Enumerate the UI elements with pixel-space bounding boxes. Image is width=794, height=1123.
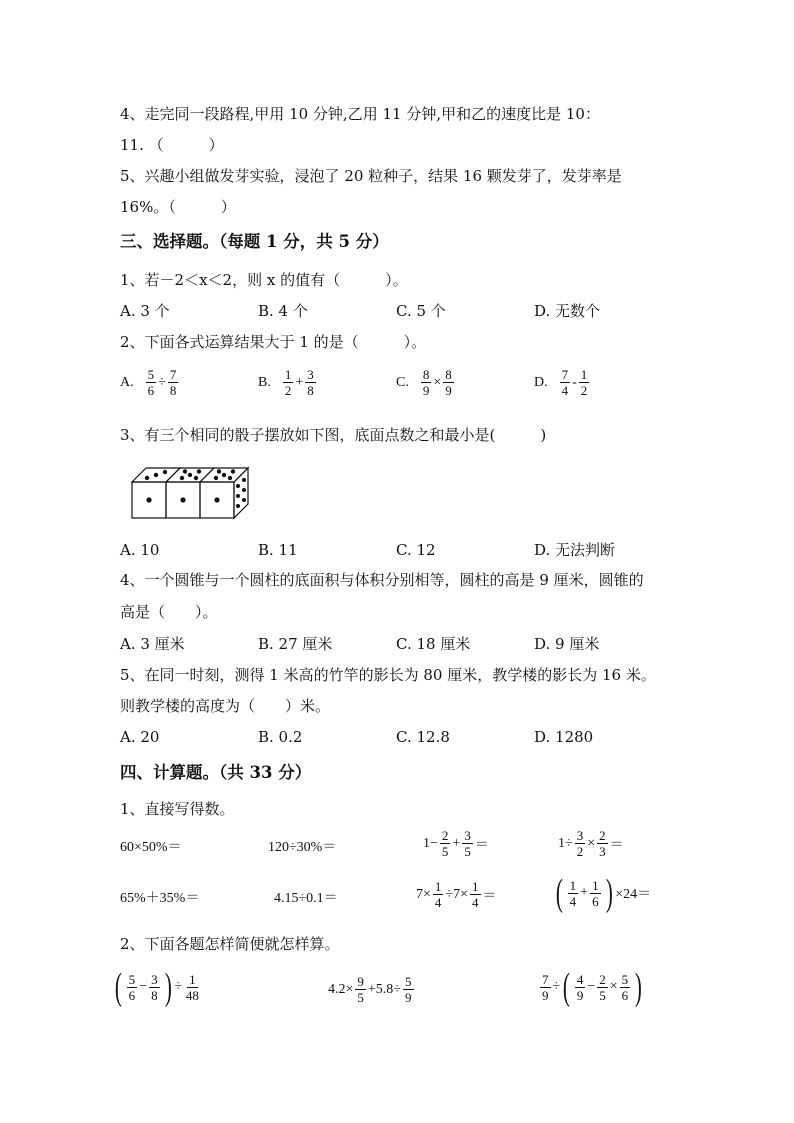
option-label: B. <box>258 374 271 390</box>
calc-paren-div-1-48: ( 5 6 − $\frac{3}{8}$ ) ÷ $\frac{1}{48}$ <box>114 966 199 1008</box>
option-label: A. <box>120 374 134 390</box>
s3-q5-option-d: D. 1280 <box>534 728 594 746</box>
s3-q3-option-c: C. 12 <box>396 541 436 559</box>
fraction: 1 4 <box>569 877 577 909</box>
s3-q1-option-b: B. 4 个 <box>258 302 308 320</box>
calc-60x50: 60×50%＝ <box>120 840 182 855</box>
fraction: $\frac{5}{6}$ <box>147 367 155 398</box>
s3-q3-stem: 3、有三个相同的骰子摆放如下图，底面点数之和最小是( ) <box>120 426 547 444</box>
operator: ÷ <box>158 374 166 390</box>
calc-65-plus-35: 65%＋35%＝ <box>120 891 200 906</box>
section3-heading: 三、选择题。（每题 1 分，共 5 分） <box>120 232 389 251</box>
calc-paren-times-24: ( 1 4 + $\frac{1}{6}$ ) ×24＝ <box>555 872 652 914</box>
s3-q2-option-b <box>258 367 318 398</box>
tf-q4-line1: 4、走完同一段路程,甲用 10 分钟,乙用 11 分钟,甲和乙的速度比是 10： <box>120 105 600 123</box>
s3-q3-option-d: D. 无法判断 <box>534 541 616 559</box>
s3-q2-option-c <box>396 367 456 398</box>
calc-7x-fractions: 7× $\frac{1}{4}$ ÷7× $\frac{1}{4}$ ＝ <box>416 879 497 910</box>
option-label: C. <box>396 374 409 390</box>
fraction: 4 9 <box>576 971 584 1003</box>
calc-4.2x-plus-5.8div: 4.2× $\frac{9}{5}$ +5.8÷ $\frac{5}{9}$ <box>328 974 412 1005</box>
fraction: $\frac{3}{2}$ <box>576 828 584 859</box>
fraction: $\frac{2}{3}$ <box>599 828 606 859</box>
s3-q5-option-c: C. 12.8 <box>396 728 450 746</box>
fraction: $\frac{2}{5}$ <box>599 971 606 1003</box>
calc-1-div-fractions: 1÷ $\frac{3}{2}$ × $\frac{2}{3}$ ＝ <box>558 828 624 859</box>
s3-q4-stem-line1: 4、一个圆锥与一个圆柱的底面积与体积分别相等，圆柱的高是 9 厘米，圆锥的 <box>120 571 644 589</box>
fraction: $\frac{3}{8}$ <box>307 367 314 398</box>
s3-q4-option-b: B. 27 厘米 <box>258 635 333 653</box>
s3-q5-option-a: A. 20 <box>120 728 160 746</box>
tf-q4-line2: 11. （ ） <box>120 136 224 154</box>
operator: × <box>433 374 442 390</box>
operator: + <box>295 374 304 390</box>
fraction: $\frac{3}{8}$ <box>151 971 158 1003</box>
calc-120div30: 120÷30%＝ <box>268 840 337 855</box>
fraction: $\frac{8}{9}$ <box>445 367 452 398</box>
fraction: 1 2 <box>580 367 588 398</box>
s3-q1-stem: 1、若－2＜x＜2，则 x 的值有（ ）。 <box>120 271 408 289</box>
fraction: 1 2 <box>284 367 292 398</box>
s3-q2-option-d <box>534 367 591 398</box>
section4-heading: 四、计算题。（共 33 分） <box>120 763 312 782</box>
fraction: 5 6 <box>128 971 136 1003</box>
option-label: D. <box>534 374 548 390</box>
calc-7-9-div-paren: $\frac{7}{9}$ ÷ ( 4 9 − $\frac{2}{5}$ × $\frac{5}{6}$ ) <box>542 966 642 1008</box>
s3-q2-stem: 2、下面各式运算结果大于 1 的是（ ）。 <box>120 333 427 351</box>
s3-q5-stem-line1: 5、在同一时刻，测得 1 米高的竹竿的影长为 80 厘米，教学楼的影长为 16 米。 <box>120 666 656 684</box>
s4-q2-title: 2、下面各题怎样简便就怎样算。 <box>120 935 340 953</box>
s3-q1-option-a: A. 3 个 <box>120 302 170 320</box>
s3-q3-option-a: A. 10 <box>120 541 160 559</box>
calc-1-minus-fractions: 1− $\frac{2}{5}$ + $\frac{3}{5}$ ＝ <box>423 828 489 859</box>
tf-q5-line2: 16%。（ ） <box>120 198 236 216</box>
fraction: $\frac{8}{9}$ <box>422 367 430 398</box>
s3-q1-option-c: C. 5 个 <box>396 302 446 320</box>
fraction: $\frac{7}{8}$ <box>169 367 177 398</box>
s3-q3-option-b: B. 11 <box>258 541 298 559</box>
s3-q4-option-c: C. 18 厘米 <box>396 635 471 653</box>
operator: - <box>572 374 577 390</box>
s3-q1-option-d: D. 无数个 <box>534 302 601 320</box>
fraction: $\frac{3}{5}$ <box>464 828 471 859</box>
calc-4.15div0.1: 4.15÷0.1＝ <box>274 891 338 906</box>
fraction: $\frac{7}{9}$ <box>542 971 549 1003</box>
s3-q4-option-a: A. 3 厘米 <box>120 635 185 653</box>
fraction: $\frac{5}{9}$ <box>405 974 412 1005</box>
fraction: $\frac{1}{48}$ <box>185 971 199 1003</box>
s3-q5-stem-line2: 则教学楼的高度为（ ）米。 <box>120 697 331 715</box>
fraction: $\frac{1}{6}$ <box>592 877 599 909</box>
die-3-side <box>234 468 248 518</box>
s3-q5-option-b: B. 0.2 <box>258 728 303 746</box>
dice-figure <box>128 462 254 522</box>
fraction: $\frac{1}{4}$ <box>434 879 442 910</box>
fraction: $\frac{1}{4}$ <box>472 879 479 910</box>
fraction: $\frac{5}{6}$ <box>621 971 629 1003</box>
fraction: 7 4 <box>561 367 569 398</box>
fraction: $\frac{2}{5}$ <box>441 828 449 859</box>
s3-q2-option-a <box>120 367 180 398</box>
fraction: $\frac{9}{5}$ <box>357 974 364 1005</box>
s3-q4-stem-line2: 高是（ ）。 <box>120 603 218 621</box>
s4-q1-title: 1、直接写得数。 <box>120 800 235 818</box>
s3-q4-option-d: D. 9 厘米 <box>534 635 600 653</box>
tf-q5-line1: 5、兴趣小组做发芽实验，浸泡了 20 粒种子，结果 16 颗发芽了，发芽率是 <box>120 167 622 185</box>
